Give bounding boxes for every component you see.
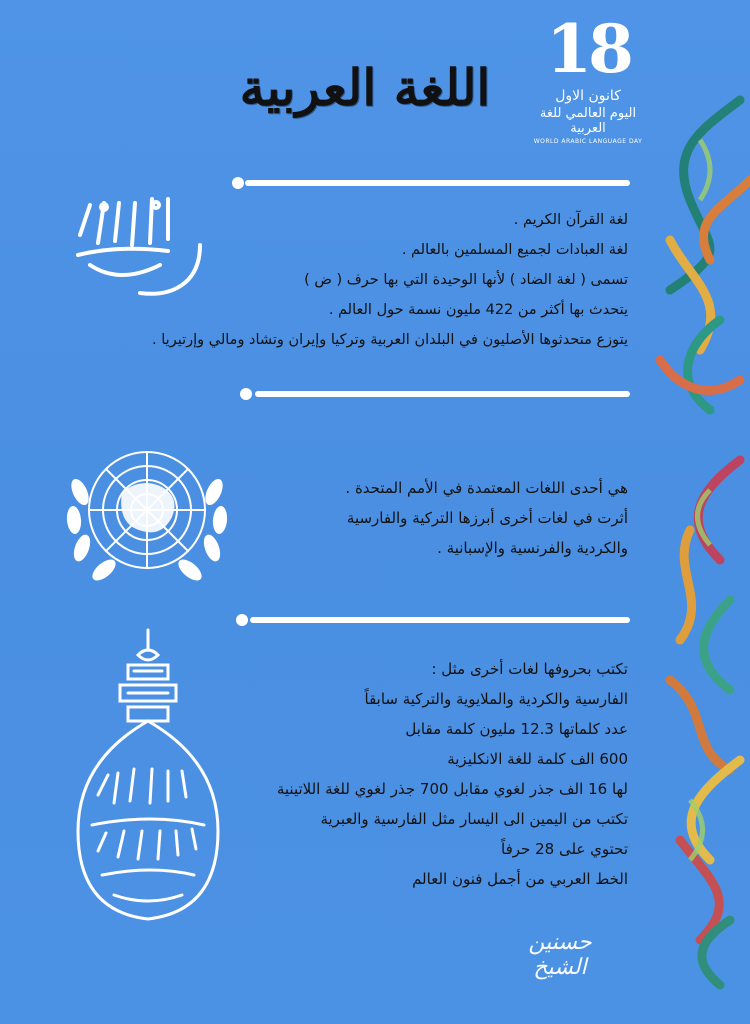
fact-line: لغة القرآن الكريم . xyxy=(513,212,628,228)
un-facts-list xyxy=(188,473,628,563)
fact-line: عدد كلماتها 12.3 مليون كلمة مقابل xyxy=(405,720,628,738)
section-divider-1 xyxy=(245,180,630,186)
fact-line: والكردية والفرنسية والإسبانية . xyxy=(437,539,628,557)
fact-line: تكتب من اليمين الى اليسار مثل الفارسية والعبرية xyxy=(320,810,628,828)
fact-line: تسمى ( لغة الضاد ) لأنها الوحيدة التي بها حرف ( ض ) xyxy=(304,272,628,288)
script-facts-list xyxy=(208,654,628,894)
fact-line: لها 16 الف جذر لغوي مقابل 700 جذر لغوي للغة اللاتينية xyxy=(276,780,628,798)
world-arabic-language-day-logo xyxy=(532,10,644,164)
logo-arabic-caption: اليوم العالمي للغة العربية xyxy=(539,106,637,136)
fact-line: الخط العربي من أجمل فنون العالم xyxy=(412,870,628,888)
fact-line: تحتوي على 28 حرفاً xyxy=(501,840,628,858)
divider-dot-1 xyxy=(232,177,244,189)
fact-line: يتحدث بها أكثر من 422 مليون نسمة حول العالم . xyxy=(328,302,628,318)
fact-line: 600 الف كلمة للغة الانكليزية xyxy=(447,750,628,768)
section-divider-3 xyxy=(250,617,630,623)
fact-line: هي أحدى اللغات المعتمدة في الأمم المتحدة . xyxy=(345,479,628,497)
section-divider-2 xyxy=(255,391,630,397)
logo-date-label: كانون الاول xyxy=(555,88,621,104)
fact-line: الفارسية والكردية والملايوية والتركية سابقاً xyxy=(364,690,628,708)
fact-line: لغة العبادات لجميع المسلمين بالعالم . xyxy=(401,242,628,258)
logo-english-caption: WORLD ARABIC LANGUAGE DAY xyxy=(533,138,643,145)
fact-line: تكتب بحروفها لغات أخرى مثل : xyxy=(431,660,628,678)
decorative-calligraphy-border xyxy=(630,60,750,990)
quran-facts-list xyxy=(108,205,628,355)
author-signature: حسنين الشيخ xyxy=(528,930,592,980)
logo-number: 18 xyxy=(546,10,630,88)
divider-dot-2 xyxy=(240,388,252,400)
page-title: اللغة العربية xyxy=(239,58,491,117)
fact-line: أثرت في لغات أخرى أبرزها التركية والفارسية xyxy=(346,509,628,527)
fact-line: يتوزع متحدثوها الأصليون في البلدان العربية وتركيا وإيران وتشاد ومالي وإرتيريا . xyxy=(152,332,628,348)
